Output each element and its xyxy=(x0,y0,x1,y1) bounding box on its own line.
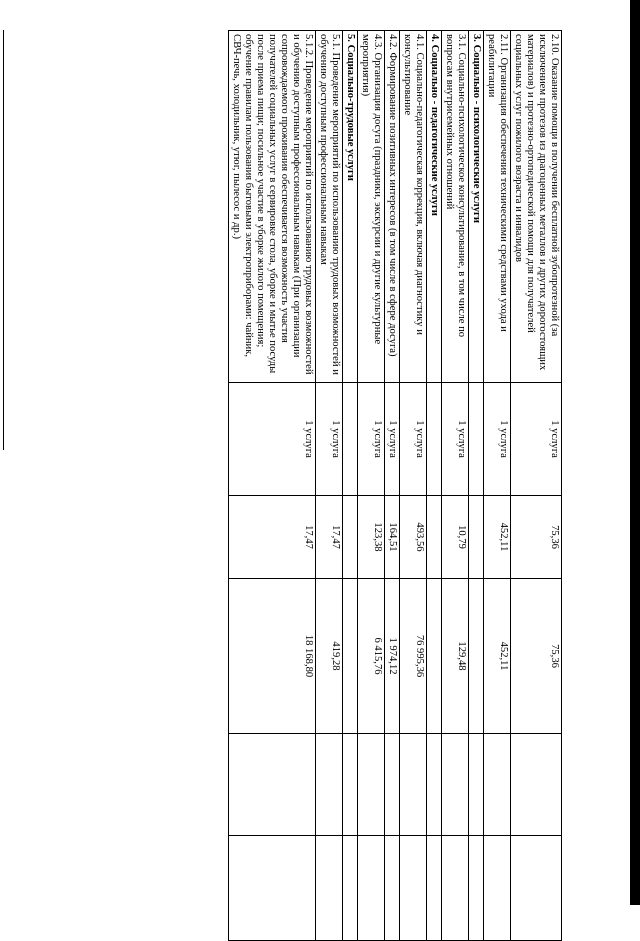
table-row xyxy=(229,31,316,941)
table-row xyxy=(358,31,385,941)
empty-cell xyxy=(469,734,484,836)
table-row xyxy=(442,31,469,941)
empty-cell xyxy=(427,383,442,496)
empty-cell xyxy=(484,734,511,836)
section-row xyxy=(343,31,358,941)
rate-cell: 17,47 xyxy=(229,496,316,579)
empty-cell xyxy=(343,836,358,941)
total-cell: 18 168,80 xyxy=(229,579,316,734)
unit-cell: 1 услуга xyxy=(385,383,400,496)
rate-cell: 75,36 xyxy=(511,496,562,579)
total-cell: 419,28 xyxy=(316,579,343,734)
services-tariff-table xyxy=(228,30,562,941)
rate-cell: 452,11 xyxy=(484,496,511,579)
empty-cell xyxy=(469,836,484,941)
table-row xyxy=(511,31,562,941)
unit-cell: 1 услуга xyxy=(316,383,343,496)
unit-cell: 1 услуга xyxy=(400,383,427,496)
empty-cell xyxy=(400,734,427,836)
empty-cell xyxy=(229,734,316,836)
total-cell: 6 415,76 xyxy=(358,579,385,734)
empty-cell xyxy=(469,496,484,579)
section-row xyxy=(469,31,484,941)
rate-cell: 17,47 xyxy=(316,496,343,579)
service-name-cell: 5.1.2. Проведение мероприятий по использованию трудовых возможностей и обучению доступным профессиональным навыкам (При организации сопровождаемого проживания обеспечивается возможность участия получателей социальных услуг в сервировке стола, уборке и мытье посуды после приема пищи; посильное участие в уборке жилого помещения; обучение правилам пользования бытовыми электроприборами: чайник, СВЧ-печь, холодильник, утюг, пылесос и др.) xyxy=(229,31,316,383)
empty-cell xyxy=(385,734,400,836)
empty-cell xyxy=(343,496,358,579)
empty-cell xyxy=(427,734,442,836)
table-row xyxy=(385,31,400,941)
service-name-cell: 2.10. Оказание помощи в получении бесплатной зубопротезной (за исключением протезов из драгоценных металлов и других дорогостоящих материалов) и протезно-ортопедической помощи для получателей социальных услуг пожилого возраста и инвалидов xyxy=(511,31,562,383)
service-name-cell: 4.2. Формирование позитивных интересов (в том числе в сфере досуга) xyxy=(385,31,400,383)
empty-cell xyxy=(427,496,442,579)
empty-cell xyxy=(316,836,343,941)
empty-cell xyxy=(442,836,469,941)
unit-cell: 1 услуга xyxy=(358,383,385,496)
empty-cell xyxy=(511,836,562,941)
section-row xyxy=(427,31,442,941)
empty-cell xyxy=(343,579,358,734)
unit-cell: 1 услуга xyxy=(442,383,469,496)
total-cell: 129,48 xyxy=(442,579,469,734)
section-heading: 4. Социально - педагогические услуги xyxy=(427,31,442,383)
empty-cell xyxy=(358,836,385,941)
total-cell: 75,36 xyxy=(511,579,562,734)
table-row xyxy=(484,31,511,941)
empty-cell xyxy=(469,383,484,496)
unit-cell: 1 услуга xyxy=(229,383,316,496)
section-heading: 3. Социально - психологические услуги xyxy=(469,31,484,383)
empty-cell xyxy=(343,383,358,496)
rate-cell: 164,51 xyxy=(385,496,400,579)
empty-cell xyxy=(511,734,562,836)
unit-cell: 1 услуга xyxy=(484,383,511,496)
empty-cell xyxy=(229,836,316,941)
empty-cell xyxy=(442,734,469,836)
empty-cell xyxy=(469,579,484,734)
bottom-edge-rule xyxy=(3,30,4,450)
scan-edge-bar xyxy=(630,0,640,905)
total-cell: 452,11 xyxy=(484,579,511,734)
total-cell: 1 974,12 xyxy=(385,579,400,734)
service-name-cell: 4.1. Социально-педагогическая коррекция, включая диагностику и консультирование xyxy=(400,31,427,383)
empty-cell xyxy=(400,836,427,941)
table-row xyxy=(316,31,343,941)
total-cell: 76 995,36 xyxy=(400,579,427,734)
service-name-cell: 2.11. Организация обеспечения техническими средствами ухода и реабилитации xyxy=(484,31,511,383)
empty-cell xyxy=(484,836,511,941)
empty-cell xyxy=(385,836,400,941)
empty-cell xyxy=(343,734,358,836)
empty-cell xyxy=(358,734,385,836)
empty-cell xyxy=(316,734,343,836)
empty-cell xyxy=(427,836,442,941)
service-name-cell: 5.1. Проведение мероприятий по использованию трудовых возможностей и обучению доступным профессиональным навыкам xyxy=(316,31,343,383)
section-heading: 5. Социально-трудовые услуги xyxy=(343,31,358,383)
service-name-cell: 4.3. Организация досуга (праздники, экскурсии и другие культурные мероприятия) xyxy=(358,31,385,383)
rate-cell: 123,38 xyxy=(358,496,385,579)
empty-cell xyxy=(427,579,442,734)
table-row xyxy=(400,31,427,941)
unit-cell: 1 услуга xyxy=(511,383,562,496)
rate-cell: 493,56 xyxy=(400,496,427,579)
rate-cell: 10,79 xyxy=(442,496,469,579)
service-name-cell: 3.1. Социально-психологическое консультирование, в том числе по вопросам внутрисемейных отношений xyxy=(442,31,469,383)
